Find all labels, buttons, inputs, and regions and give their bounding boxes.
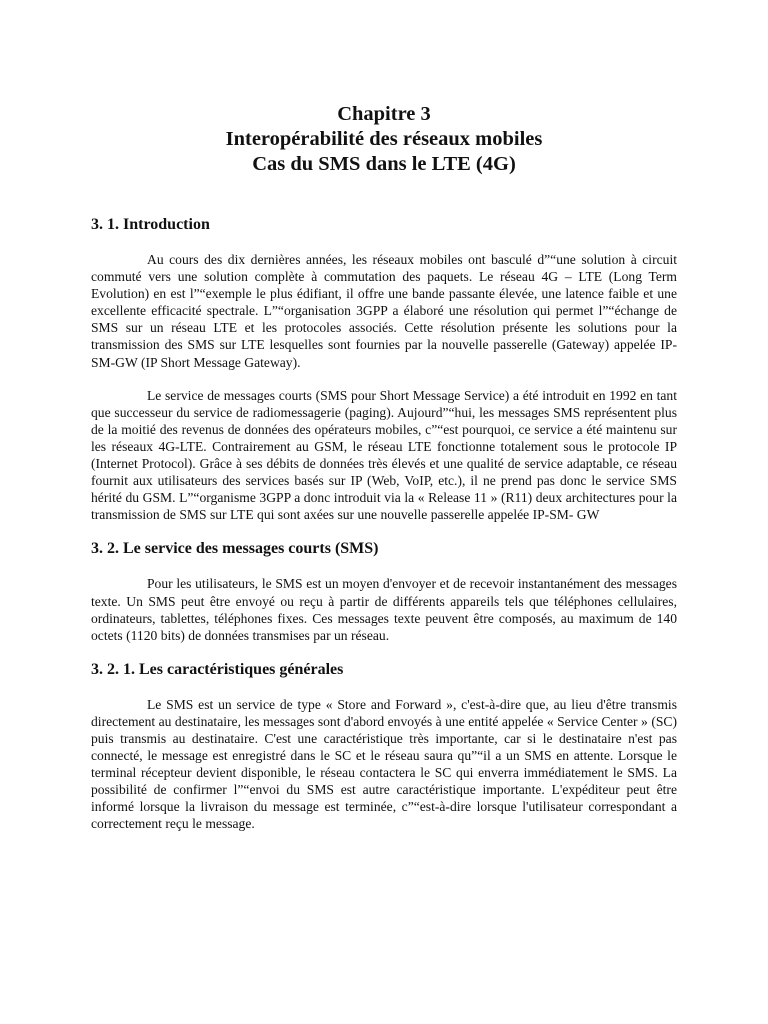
chapter-title-block bbox=[91, 102, 677, 177]
section-heading-introduction: 3. 1. Introduction bbox=[91, 216, 210, 233]
section-heading-characteristics: 3. 2. 1. Les caractéristiques générales bbox=[91, 660, 344, 678]
paragraph: Au cours des dix dernières années, les réseaux mobiles ont basculé d”“une solution à circuit commuté vers une solution complète à commutation des paquets. Le réseau 4G – LTE (Long Term Evolution) en est l”“exemple le plus édifiant, il offre une bande passante élevée, une latence faible et une excellente efficacité spectrale. L”“organisation 3GPP a élaboré une résolution qui permet l”“échange de SMS sur un réseau LTE et les protocoles associés. Cette résolution présente les solutions pour la transmission des SMS sur LTE lesquelles sont fournies par la nouvelle passerelle (Gateway) appelée IP-SM-GW (IP Short Message Gateway). bbox=[91, 252, 677, 370]
chapter-subtitle: Cas du SMS dans le LTE (4G) bbox=[252, 153, 516, 175]
chapter-title: Interopérabilité des réseaux mobiles bbox=[225, 128, 543, 150]
paragraph: Le service de messages courts (SMS pour Short Message Service) a été introduit en 1992 en tant que successeur du service de radiomessagerie (paging). Aujourd”“hui, les messages SMS représentent plus de la moitié des revenus de données des opérateurs mobiles, c”“est pourquoi, ce service a été maintenu sur les réseaux 4G-LTE. Contrairement au GSM, le réseau LTE fonctionne totalement sous le protocole IP (Internet Protocol). Grâce à ses débits de données très élevés et une qualité de service adaptable, ce réseau fournit aux utilisateurs des services basés sur IP (Web, VoIP, etc.), il ne prend pas donc le service SMS hérité du GSM. L”“organisme 3GPP a donc introduit via la « Release 11 » (R11) deux architectures pour la transmission de SMS sur LTE qui sont axées sur une nouvelle passerelle appelée IP-SM- GW bbox=[91, 387, 677, 523]
paragraph: Le SMS est un service de type « Store and Forward », c'est-à-dire que, au lieu d'être transmis directement au destinataire, les messages sont d'abord envoyés à une entité appelée « Service Center » (SC) puis transmis au destinataire. C'est une caractéristique très importante, car si le destinataire n'est pas connecté, le message est enregistré dans le SC et le réseau saura qu”“il a un SMS en attente. Lorsque le terminal récepteur devient disponible, le réseau contactera le SC qui enverra immédiatement le SMS. La possibilité de confirmer l”“envoi du SMS est autre caractéristique importante. L'expéditeur peut être informé lorsque la livraison du message est terminée, c”“est-à-dire lorsque l'utilisateur correspondant a correctement reçu le message. bbox=[91, 696, 677, 832]
section-heading-sms-service: 3. 2. Le service des messages courts (SMS) bbox=[91, 540, 379, 558]
chapter-number: Chapitre 3 bbox=[337, 103, 431, 125]
paragraph: Pour les utilisateurs, le SMS est un moyen d'envoyer et de recevoir instantanément des messages texte. Un SMS peut être envoyé ou reçu à partir de différents appareils tels que téléphones cellulaires, ordinateurs, tablettes, téléphones fixes. Ces messages texte peuvent être composés, au maximum de 140 octets (1120 bits) de données transmises par un réseau. bbox=[91, 576, 677, 643]
